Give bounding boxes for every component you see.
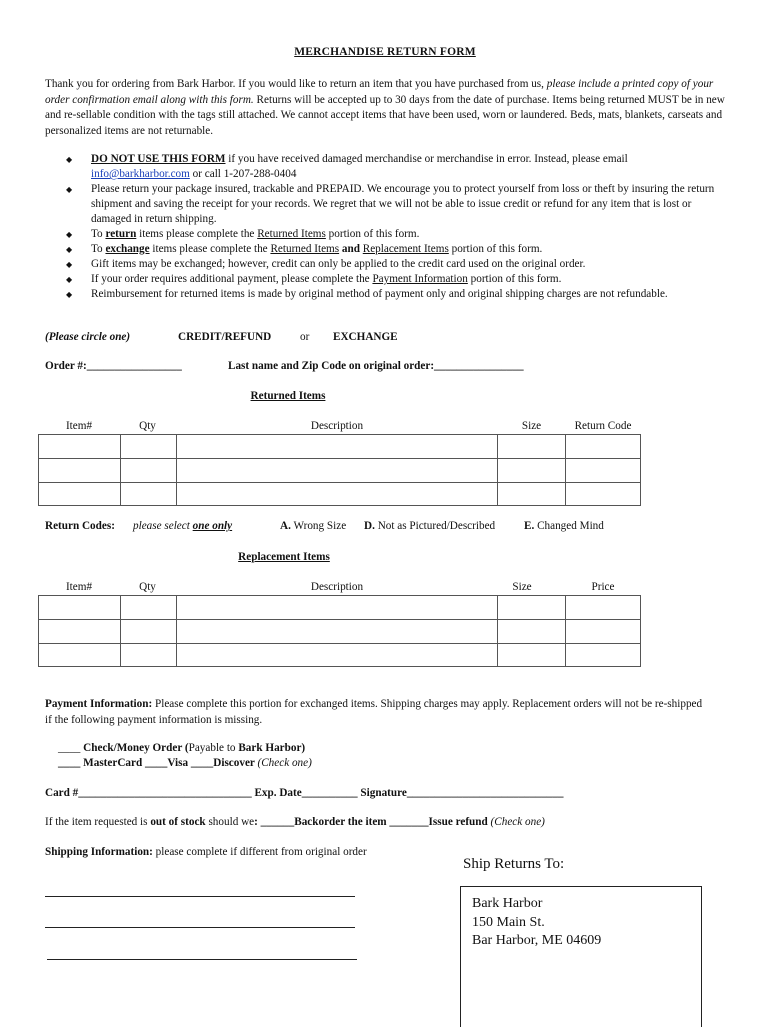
code-d: D. Not as Pictured/Described (364, 520, 496, 532)
list-item: ◆ To exchange items please complete the Returned Items and Replacement Items portion of this form. (66, 242, 716, 257)
col-header-description: Description (310, 581, 364, 593)
replacement-items-table (38, 595, 641, 667)
return-codes-label: Return Codes: (45, 520, 115, 532)
or-text: or (300, 331, 310, 343)
code-e: E. Changed Mind (524, 520, 604, 532)
check-money-order-option[interactable]: ____ Check/Money Order (Payable to Bark Harbor) (58, 742, 306, 754)
table-row (39, 483, 641, 506)
instructions-list (66, 152, 716, 302)
shipping-line-2[interactable] (45, 927, 355, 928)
list-item: ◆ Please return your package insured, trackable and PREPAID. We encourage you to protect yourself from loss or theft by insuring the return shipment and saving the receipt for your records. We regret that we will not be able to issue credit or refund for any item that is lost or damaged in return shipping. (66, 182, 716, 227)
returned-items-table (38, 434, 641, 506)
col-header-price: Price (591, 581, 615, 593)
intro-paragraph (45, 77, 725, 139)
return-codes-hint: please select one only (133, 520, 233, 532)
code-a: A. Wrong Size (280, 520, 347, 532)
col-header-qty: Qty (139, 581, 156, 593)
circle-one-label: (Please circle one) (45, 331, 131, 343)
shipping-line-3[interactable] (47, 959, 357, 960)
order-number-field[interactable]: Order #:_________________ (45, 360, 182, 372)
credit-refund-option[interactable]: CREDIT/REFUND (178, 331, 272, 343)
ship-returns-heading: Ship Returns To: (463, 856, 565, 872)
intro-text-1: Thank you for ordering from Bark Harbor. If you would like to return an item that you have purchased from us, (45, 78, 547, 90)
table-row (39, 596, 641, 620)
list-item: ◆ Reimbursement for returned items is made by original method of payment only and original shipping charges are not refundable. (66, 287, 716, 302)
col-header-size: Size (521, 420, 542, 432)
table-row (39, 620, 641, 644)
returned-items-heading: Returned Items (250, 390, 326, 402)
list-item: ◆ If your order requires additional payment, please complete the Payment Information portion of this form. (66, 272, 716, 287)
exchange-option[interactable]: EXCHANGE (333, 331, 398, 343)
card-type-options[interactable]: ____ MasterCard ____Visa ____Discover (Check one) (58, 757, 312, 769)
form-title: MERCHANDISE RETURN FORM (294, 46, 476, 58)
shipping-info-label: Shipping Information: please complete if different from original order (45, 846, 367, 858)
table-row (39, 435, 641, 459)
col-header-item: Item# (65, 420, 93, 432)
list-item: ◆ To return items please complete the Returned Items portion of this form. (66, 227, 716, 242)
ship-address (472, 895, 601, 951)
address-line-2: 150 Main St. (472, 914, 545, 930)
address-line-3: Bar Harbor, ME 04609 (472, 933, 602, 948)
payment-info-paragraph: Payment Information: Please complete this portion for exchanged items. Shipping charges may apply. Replacement orders will not be re-shipped if the following payment information is missing. (45, 698, 703, 726)
table-row (39, 459, 641, 483)
intro-text-2: Returns will be accepted up to 30 days from the date of purchase. Items being returned MUST be in new and re-sellable condition with the tags still attached. We cannot accept items that have been used, worn or laundered. Beds, mats, blankets, carseats and personalized items are not returnable. (45, 93, 725, 137)
replacement-items-heading: Replacement Items (238, 551, 330, 563)
col-header-return-code: Return Code (574, 420, 632, 432)
shipping-line-1[interactable] (45, 896, 355, 897)
intro-italic: please include a printed copy of your order confirmation email along with this form. (45, 78, 714, 106)
card-number-field[interactable]: Card #_______________________________ Exp. Date__________ Signature____________________________ (45, 787, 564, 799)
out-of-stock-question[interactable]: If the item requested is out of stock should we: ______Backorder the item _______Issue refund (Check one) (45, 816, 545, 828)
lastname-zip-field[interactable]: Last name and Zip Code on original order:________________ (228, 360, 524, 372)
table-row (39, 644, 641, 667)
col-header-qty: Qty (139, 420, 156, 432)
list-item: ◆ DO NOT USE THIS FORM if you have received damaged merchandise or merchandise in error. Instead, please email info@barkharbor.com or call 1-207-288-0404 (66, 152, 716, 182)
email-link[interactable]: info@barkharbor.com (91, 168, 190, 180)
col-header-size: Size (512, 581, 532, 593)
address-line-1: Bark Harbor (472, 896, 543, 911)
list-item: ◆ Gift items may be exchanged; however, credit can only be applied to the credit card used on the original order. (66, 257, 716, 272)
col-header-item: Item# (65, 581, 93, 593)
col-header-description: Description (310, 420, 364, 432)
